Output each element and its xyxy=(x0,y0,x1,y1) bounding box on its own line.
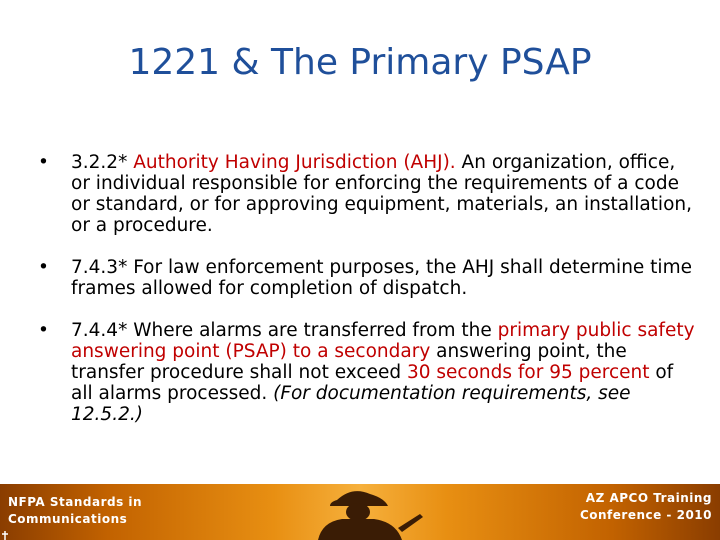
documentation-reference: (For documentation requirements, see 12.5.2.) xyxy=(71,383,631,425)
footer-left-text xyxy=(8,494,142,528)
bullet-text-middle: answering point, the transfer procedure shall not exceed xyxy=(71,341,627,383)
bullet-icon: • xyxy=(38,152,49,173)
slide-title: 1221 & The Primary PSAP xyxy=(128,42,592,83)
bullet-text-body: An organization, office, or individual responsible for enforcing the requirements of a code or standard, or for approving equipment, materials, an installation, or a procedure. xyxy=(71,152,692,236)
bullet-icon: • xyxy=(38,320,49,341)
bullet-text-prefix: 7.4.4* Where alarms are transferred from the xyxy=(71,320,498,341)
highlighted-term: Authority Having Jurisdiction (AHJ). xyxy=(133,152,456,173)
footer-right-line-1: AZ APCO Training xyxy=(585,491,712,505)
bullet-text-prefix: 3.2.2* xyxy=(71,152,134,173)
bullet-text: 7.4.3* For law enforcement purposes, the AHJ shall determine time frames allowed for completion of dispatch. xyxy=(71,257,692,299)
footer-right-text xyxy=(580,490,712,524)
footer-right-line-2: Conference - 2010 xyxy=(579,508,712,522)
bullet-icon: • xyxy=(38,257,49,278)
bullet-ahj-definition xyxy=(38,152,698,236)
bullet-alarm-transfer xyxy=(38,320,698,425)
bullet-list xyxy=(38,152,698,446)
footer-left-line-2: Communications xyxy=(8,512,128,526)
bullet-text-suffix: of all alarms processed. xyxy=(71,362,674,404)
footer-banner xyxy=(0,484,720,540)
bullet-dispatch-time xyxy=(38,257,698,299)
highlighted-psap-phrase: primary public safety answering point (PSAP) to a secondary xyxy=(71,320,695,362)
highlighted-time-phrase: 30 seconds for 95 percent xyxy=(406,362,650,383)
footer-left-line-1: NFPA Standards in xyxy=(8,495,143,509)
